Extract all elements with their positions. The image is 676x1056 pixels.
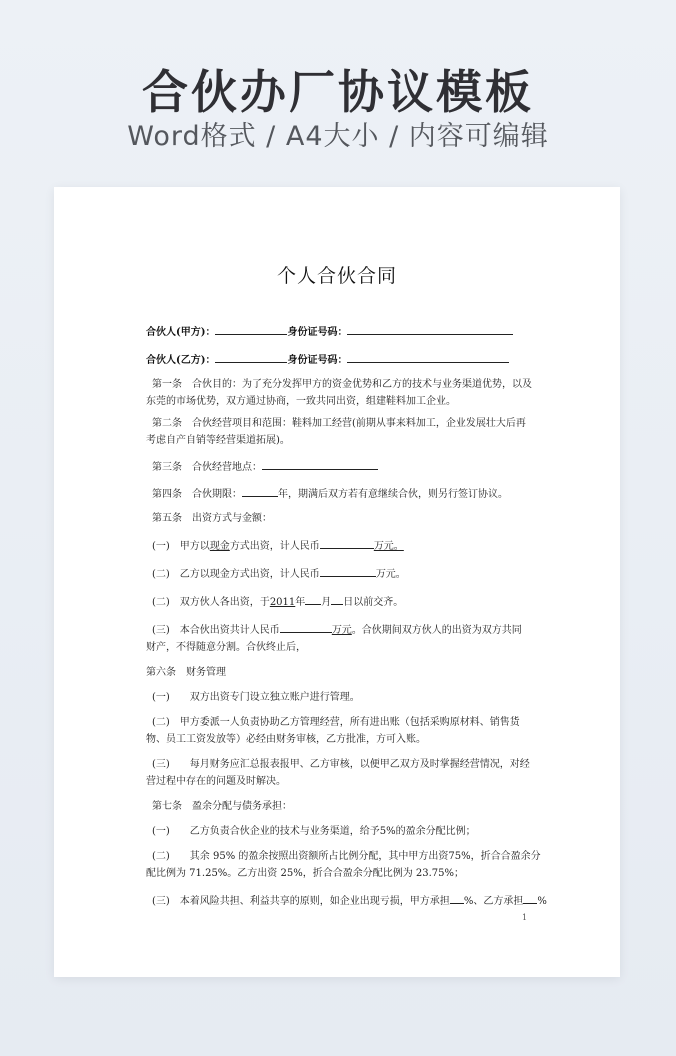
a5i4-pre: (三) 本合伙出资共计人民币 <box>152 625 280 636</box>
article-5-item-3 <box>146 593 532 610</box>
a5i1-unit: 万元。 <box>373 541 404 552</box>
party-b-label: 合伙人(乙方)： <box>146 355 216 366</box>
document-page <box>54 187 620 977</box>
a5i2-amount-blank <box>320 565 376 577</box>
a7i3-pre: (三) 本着风险共担、利益共享的原则，如企业出现亏损，甲方承担 <box>152 896 450 907</box>
article-5-item-4 <box>146 621 532 638</box>
term-years-blank <box>242 485 278 497</box>
article-2-line-1: 第二条 合伙经营项目和范围：鞋料加工经营(前期从事来料加工，企业发展壮大后再 <box>152 418 526 429</box>
a5i4-unit: 万元 <box>331 625 352 636</box>
article-7-item-3 <box>146 892 547 909</box>
party-a-name-blank <box>215 323 287 335</box>
document-body <box>146 323 547 909</box>
a7i3-mid: %、乙方承担 <box>463 896 524 907</box>
a5i2-unit: 万元。 <box>375 569 406 580</box>
a5i3-day-blank <box>331 593 343 605</box>
article-6-item-3-line-1: (三) 每月财务应汇总报表报甲、乙方审核，以便甲乙双方及时掌握经营情况，对经 <box>152 759 530 770</box>
article-5-item-1 <box>146 537 532 554</box>
a7i3-party-a-blank <box>450 892 464 904</box>
a5i4-post: 。合伙期间双方伙人的出资为双方共同 <box>351 625 522 636</box>
article-5-item-4-line-2: 财产，不得随意分割。合伙终止后， <box>146 642 306 653</box>
banner-title: 合伙办厂协议模板 <box>142 65 534 119</box>
a5i3-pre: (二) 双方伙人各出资，于 <box>152 597 270 608</box>
article-4-post: 年，期满后双方若有意继续合伙，则另行签订协议。 <box>278 489 508 500</box>
article-7-item-2-line-2: 配比例为 71.25%。乙方出资 25%，折合合盈余分配比例为 23.75%； <box>146 868 465 879</box>
article-2-line-2: 考虑自产自销等经营渠道拓展)。 <box>146 435 290 446</box>
party-a-label: 合伙人(甲方)： <box>146 327 216 338</box>
a5i4-amount-blank <box>280 621 332 633</box>
party-a-row <box>146 323 532 340</box>
a5i3-m: 月 <box>321 597 332 608</box>
article-3-label: 第三条 合伙经营地点： <box>152 462 262 473</box>
location-blank <box>262 458 378 470</box>
page-number: 1 <box>522 913 528 922</box>
article-6-item-3-line-2: 营过程中存在的问题及时解决。 <box>146 776 286 787</box>
party-b-id-blank <box>347 351 509 363</box>
a5i1-mid: 方式出资，计人民币 <box>229 541 320 552</box>
party-b-id-label: 身份证号码： <box>287 355 348 366</box>
a7i3-post: % <box>537 896 547 907</box>
article-4 <box>146 485 532 502</box>
party-a-id-blank <box>347 323 513 335</box>
article-6-item-2-line-2: 物、员工工资发放等）必经由财务审核，乙方批准，方可入账。 <box>146 734 426 745</box>
article-1-line-2: 东莞的市场优势，双方通过协商，一致共同出资，组建鞋料加工企业。 <box>146 396 456 407</box>
article-6-item-1: (一) 双方出资专门设立独立账户进行管理。 <box>152 692 360 703</box>
a5i3-y: 年 <box>295 597 306 608</box>
document-title: 个人合伙合同 <box>276 265 397 287</box>
article-3 <box>146 458 532 475</box>
party-b-row <box>146 351 532 368</box>
article-4-pre: 第四条 合伙期限： <box>152 489 242 500</box>
a5i1-cash: 现金 <box>209 541 230 552</box>
a5i1-amount-blank <box>320 537 374 549</box>
article-5-item-2 <box>146 565 532 582</box>
article-6-title: 第六条 财务管理 <box>146 667 226 678</box>
banner-subtitle: Word格式 / A4大小 / 内容可编辑 <box>127 121 549 152</box>
article-7-item-1: (一) 乙方负责合伙企业的技术与业务渠道，给予5%的盈余分配比例； <box>152 826 476 837</box>
article-7-item-2-line-1: (二) 其余 95% 的盈余按照出资额所占比例分配，其中甲方出资75%，折合合盈余分 <box>152 851 541 862</box>
a5i3-post: 日以前交齐。 <box>343 597 404 608</box>
article-7-title: 第七条 盈余分配与债务承担： <box>152 801 292 812</box>
article-5-title: 第五条 出资方式与金额： <box>152 513 272 524</box>
a5i3-year: 2011 <box>269 597 296 608</box>
article-1-line-1: 第一条 合伙目的：为了充分发挥甲方的资金优势和乙方的技术与业务渠道优势，以及 <box>152 379 532 390</box>
party-a-id-label: 身份证号码： <box>287 327 348 338</box>
party-b-name-blank <box>215 351 287 363</box>
a5i3-month-blank <box>305 593 321 605</box>
a5i2-pre: (二) 乙方以现金方式出资，计人民币 <box>152 569 320 580</box>
article-6-item-2-line-1: (二) 甲方委派一人负责协助乙方管理经营，所有进出账（包括采购原材料、销售货 <box>152 717 520 728</box>
a7i3-party-b-blank <box>523 892 537 904</box>
a5i1-pre: (一) 甲方以 <box>152 541 210 552</box>
